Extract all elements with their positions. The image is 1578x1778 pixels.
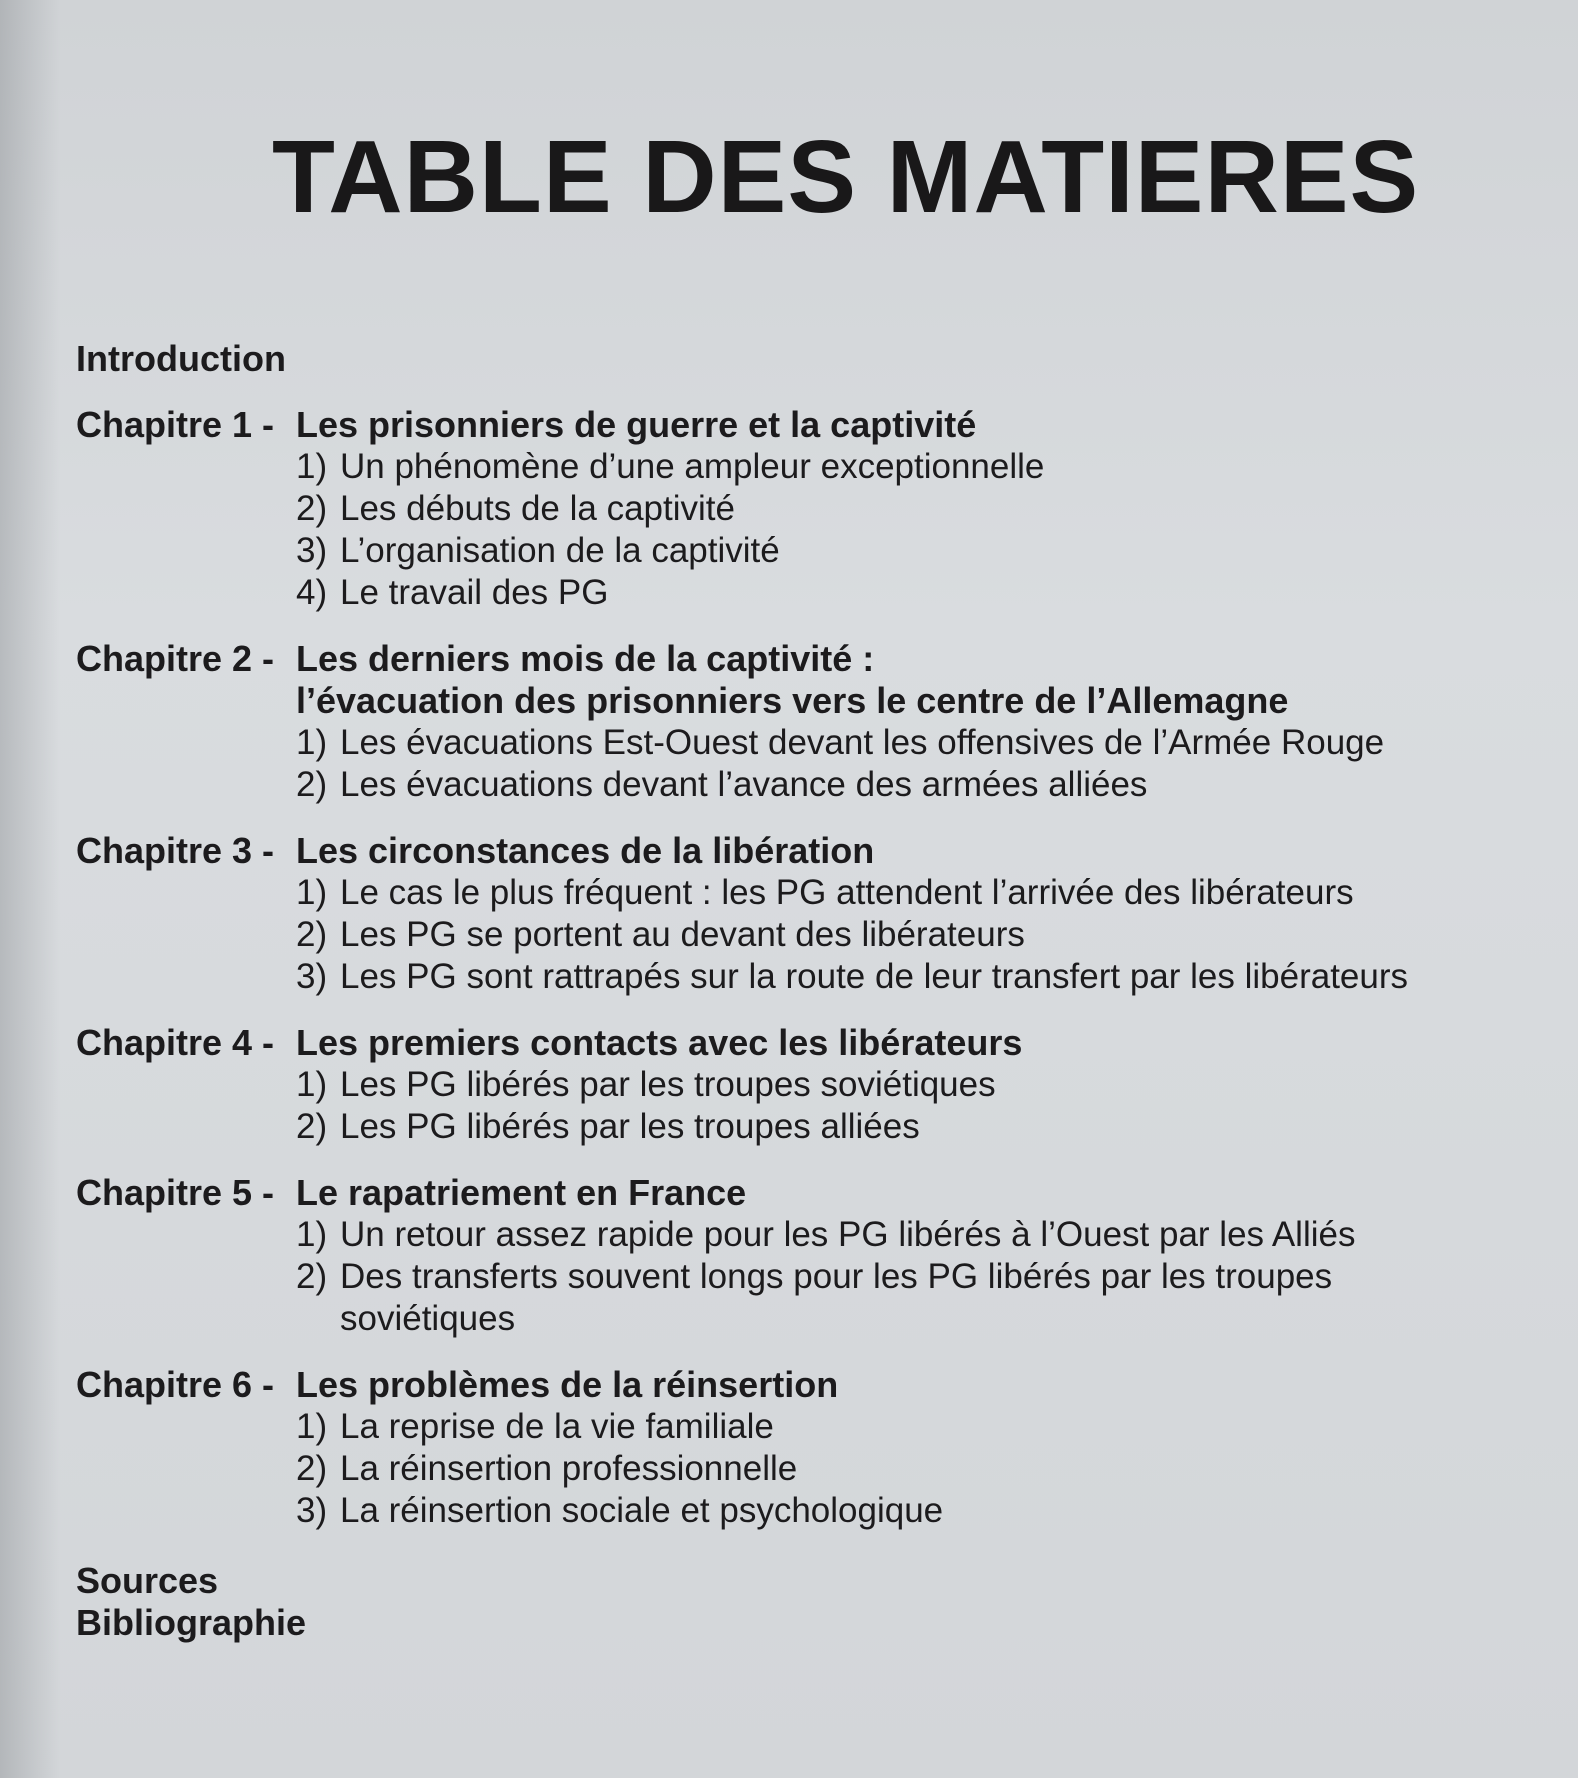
section-number: 1)	[296, 723, 328, 762]
section-text: Les PG se portent au devant des libérateurs	[340, 915, 1025, 954]
chapter-6	[76, 1364, 1536, 1532]
section-number: 3)	[296, 531, 328, 570]
chapter-heading	[76, 1364, 1536, 1406]
chapter-heading	[76, 1022, 1536, 1064]
section-item	[296, 872, 1536, 914]
chapter-2	[76, 638, 1536, 806]
section-item	[296, 1490, 1536, 1532]
section-item	[296, 530, 1536, 572]
section-item	[296, 1406, 1536, 1448]
chapter-title: Les circonstances de la libération	[296, 830, 875, 871]
section-number: 1)	[296, 1215, 328, 1254]
chapter-3	[76, 830, 1536, 998]
section-item	[296, 1256, 1536, 1340]
chapter-sections	[296, 446, 1536, 614]
chapter-label: Chapitre 5 -	[76, 1172, 275, 1213]
section-number: 2)	[296, 1107, 328, 1146]
chapter-heading	[76, 1172, 1536, 1214]
chapter-title: Les premiers contacts avec les libérateurs	[296, 1022, 1023, 1063]
section-text: La réinsertion professionnelle	[340, 1449, 798, 1488]
section-number: 2)	[296, 765, 328, 804]
section-text: Les évacuations devant l’avance des armées alliées	[340, 765, 1148, 804]
section-text: L’organisation de la captivité	[340, 531, 780, 570]
chapter-sections	[296, 872, 1536, 998]
section-text: Des transferts souvent longs pour les PG libérés par les troupes soviétiques	[340, 1257, 1333, 1338]
section-text: Les PG sont rattrapés sur la route de leur transfert par les libérateurs	[340, 957, 1409, 996]
section-item	[296, 956, 1536, 998]
section-number: 2)	[296, 915, 328, 954]
section-text: Le cas le plus fréquent : les PG attendent l’arrivée des libérateurs	[340, 873, 1354, 912]
section-item	[296, 488, 1536, 530]
chapter-label: Chapitre 6 -	[76, 1364, 275, 1405]
section-number: 2)	[296, 1257, 328, 1296]
section-item	[296, 572, 1536, 614]
page-title: TABLE DES MATIERES	[272, 119, 1420, 234]
section-number: 3)	[296, 1491, 328, 1530]
section-item	[296, 1064, 1536, 1106]
section-text: Le travail des PG	[340, 573, 609, 612]
chapter-heading	[76, 404, 1536, 446]
chapter-heading	[76, 638, 1536, 680]
chapter-heading	[76, 830, 1536, 872]
chapter-title: Le rapatriement en France	[296, 1172, 747, 1213]
chapter-1	[76, 404, 1536, 614]
section-item	[296, 914, 1536, 956]
section-text: Les évacuations Est-Ouest devant les offensives de l’Armée Rouge	[340, 723, 1385, 762]
chapter-title: Les problèmes de la réinsertion	[296, 1364, 839, 1405]
toc-bibliography: Bibliographie	[76, 1602, 307, 1643]
section-number: 1)	[296, 873, 328, 912]
chapter-label: Chapitre 3 -	[76, 830, 275, 871]
section-text: Un phénomène d’une ampleur exceptionnelle	[340, 447, 1045, 486]
section-item	[296, 1106, 1536, 1148]
section-item	[296, 1214, 1536, 1256]
toc-end-matter	[76, 1560, 1536, 1644]
section-number: 4)	[296, 573, 328, 612]
chapter-label-spacer	[76, 680, 296, 722]
chapter-sections	[296, 722, 1536, 806]
chapter-5	[76, 1172, 1536, 1340]
toc-introduction: Introduction	[76, 338, 286, 379]
chapter-sections	[296, 1064, 1536, 1148]
chapter-heading-continued	[76, 680, 1536, 722]
chapter-sections	[296, 1214, 1536, 1340]
chapter-label: Chapitre 2 -	[76, 638, 275, 679]
section-text: Les PG libérés par les troupes alliées	[340, 1107, 920, 1146]
section-item	[296, 1448, 1536, 1490]
section-item	[296, 722, 1536, 764]
chapter-sections	[296, 1406, 1536, 1532]
section-number: 3)	[296, 957, 328, 996]
section-text: Un retour assez rapide pour les PG libérés à l’Ouest par les Alliés	[340, 1215, 1356, 1254]
section-number: 1)	[296, 1065, 328, 1104]
section-number: 2)	[296, 489, 328, 528]
section-number: 1)	[296, 1407, 328, 1446]
chapter-title: Les derniers mois de la captivité :	[296, 638, 875, 679]
section-text: Les PG libérés par les troupes soviétiques	[340, 1065, 996, 1104]
chapter-title: Les prisonniers de guerre et la captivité	[296, 404, 977, 445]
toc-sources: Sources	[76, 1560, 219, 1601]
section-text: La réinsertion sociale et psychologique	[340, 1491, 944, 1530]
chapter-title-line2: l’évacuation des prisonniers vers le centre de l’Allemagne	[296, 680, 1289, 721]
section-number: 2)	[296, 1449, 328, 1488]
chapter-4	[76, 1022, 1536, 1148]
section-item	[296, 764, 1536, 806]
section-item	[296, 446, 1536, 488]
section-text: Les débuts de la captivité	[340, 489, 735, 528]
section-text: La reprise de la vie familiale	[340, 1407, 774, 1446]
table-of-contents	[76, 338, 1536, 1644]
chapter-label: Chapitre 1 -	[76, 404, 275, 445]
chapter-label: Chapitre 4 -	[76, 1022, 275, 1063]
section-number: 1)	[296, 447, 328, 486]
